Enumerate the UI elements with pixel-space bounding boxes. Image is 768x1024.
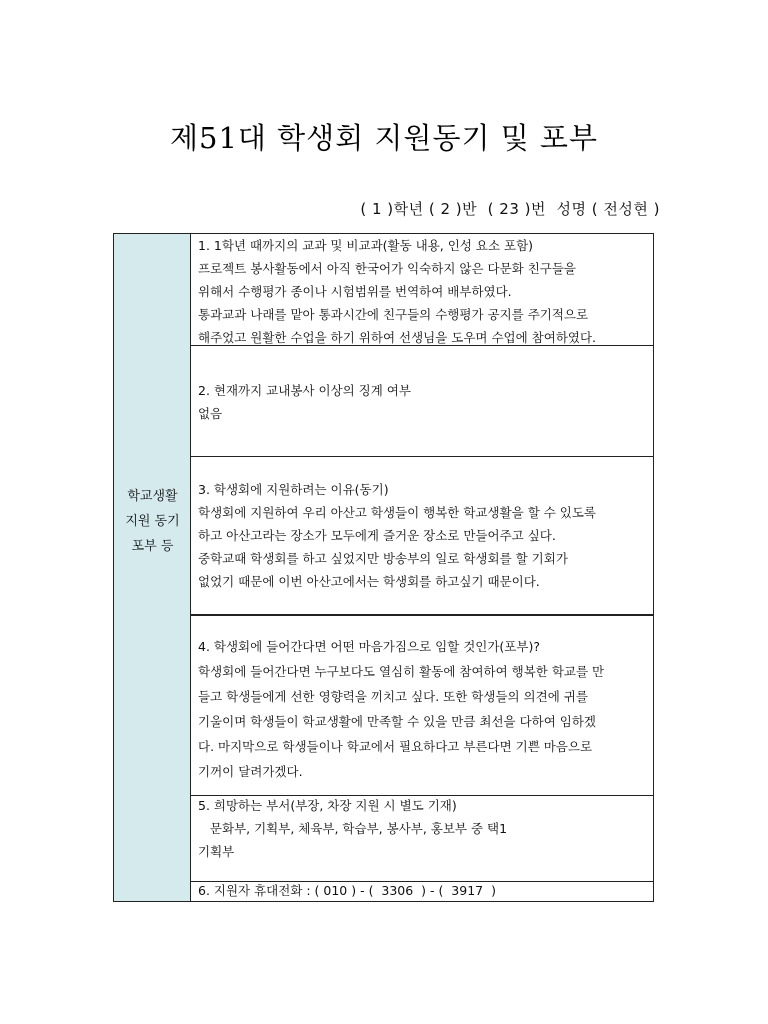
section-heading: 4. 학생회에 들어간다면 어떤 마음가짐으로 임할 것인가(포부)? [198, 639, 540, 654]
section-line: 다. 마지막으로 학생들이나 학교에서 필요하다고 부른다면 기쁜 마음으로 [198, 739, 593, 754]
section-divider [191, 614, 653, 616]
section-line: 하고 아산고라는 장소가 모두에게 즐거운 장소로 만들어주고 싶다. [198, 528, 556, 543]
section-heading: 5. 희망하는 부서(부장, 차장 지원 시 별도 기재) [198, 798, 457, 813]
section-line: 해주었고 원활한 수업을 하기 위하여 선생님을 도우며 수업에 참여하였다. [198, 330, 597, 345]
category-label: 학교생활 지원 동기 포부 등 [125, 489, 180, 554]
section-heading: 1. 1학년 때까지의 교과 및 비교과(활동 내용, 인성 요소 포함) [198, 238, 534, 253]
section-motivation [191, 478, 653, 593]
section-divider [191, 345, 653, 346]
section-line: 중학교때 학생회를 하고 싶었지만 방송부의 일로 학생회를 할 기회가 [198, 551, 568, 566]
section-divider [191, 456, 653, 457]
section-line: 학생회에 지원하여 우리 아산고 학생들이 행복한 학교생활을 할 수 있도록 [198, 505, 597, 520]
category-sidebar [114, 234, 191, 901]
section-line: 없었기 때문에 이번 아산고에서는 학생회를 하고싶기 때문이다. [198, 574, 540, 589]
section-line: 기획부 [198, 844, 235, 859]
section-phone [191, 881, 653, 901]
section-heading: 2. 현재까지 교내봉사 이상의 징계 여부 [198, 383, 411, 398]
section-aspiration [191, 634, 653, 784]
section-line: 기울이며 학생들이 학교생활에 만족할 수 있을 만큼 최선을 다하여 임하겠 [198, 714, 597, 729]
application-form [113, 233, 654, 902]
section-line: 통과교과 나래를 맡아 통과시간에 친구들의 수행평가 공지를 주기적으로 [198, 307, 589, 322]
section-line: 프로젝트 봉사활동에서 아직 한국어가 익숙하지 않은 다문화 친구들을 [198, 261, 576, 276]
section-line: 위해서 수행평가 종이나 시험범위를 번역하여 배부하였다. [198, 284, 512, 299]
section-heading: 6. 지원자 휴대전화 : ( 010 ) - ( 3306 ) - ( 3917 ) [198, 883, 496, 898]
section-line: 학생회에 들어간다면 누구보다도 열심히 활동에 참여하여 행복한 학교를 만 [198, 664, 605, 679]
section-line: 기꺼이 달려가겠다. [198, 764, 303, 779]
section-line: 없음 [198, 406, 223, 421]
section-line: 문화부, 기획부, 체육부, 학습부, 봉사부, 홍보부 중 택1 [198, 821, 508, 836]
section-line: 들고 학생들에게 선한 영향력을 끼치고 싶다. 또한 학생들의 의견에 귀를 [198, 689, 588, 704]
section-discipline [191, 379, 653, 425]
section-department [191, 794, 653, 863]
page-title: 제51대 학생회 지원동기 및 포부 [170, 121, 598, 155]
section-past-activities [191, 234, 653, 349]
form-content [191, 234, 653, 901]
student-info-line: ( 1 )학년 ( 2 )반 ( 23 )번 성명 ( 전성현 ) [360, 200, 660, 218]
section-heading: 3. 학생회에 지원하려는 이유(동기) [198, 482, 389, 497]
